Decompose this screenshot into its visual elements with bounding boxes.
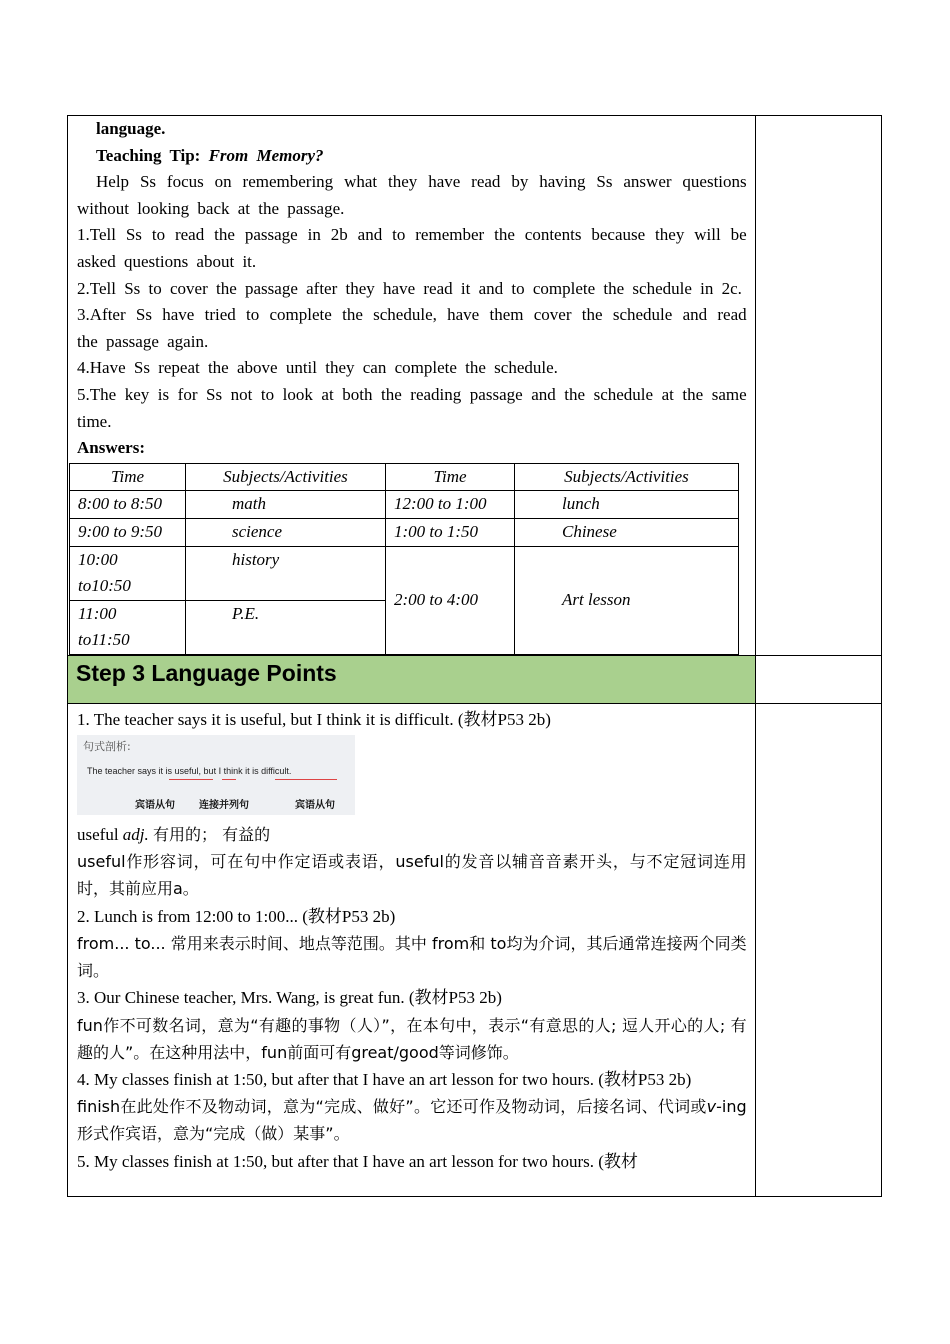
point-3-note: fun作不可数名词，意为“有趣的事物（人）”，在本句中，表示“有意思的人; 逗人开心的人; 有趣的人”。在这种用法中，fun前面可有great/good等词修饰。	[77, 1015, 747, 1062]
useful-word: useful	[77, 825, 119, 845]
figure-label-object-1: 宾语从句	[135, 800, 175, 812]
time-start: 10:00	[78, 549, 118, 569]
subject-cell: history	[186, 546, 386, 600]
header-subjects-right: Subjects/Activities	[515, 463, 739, 491]
teaching-tip-label: Teaching Tip:	[96, 145, 201, 165]
point-2-note: from... to... 常用来表示时间、地点等范围。其中 from和 to均为介词，其后通常连接两个同类词。	[77, 933, 747, 981]
time-end: to10:50	[78, 576, 131, 596]
lesson-plan-table	[67, 115, 882, 1197]
point-4-sentence: 4. My classes finish at 1:50, but after that I have an art lesson for two hours. (教材P53 2b)	[77, 1069, 692, 1089]
time-cell: 9:00 to 9:50	[70, 518, 186, 546]
subject-cell: science	[186, 518, 386, 546]
answers-header-row	[70, 463, 739, 491]
figure-title: 句式剖析:	[83, 740, 131, 754]
tip-step-5: 5.The key is for Ss not to look at both the reading passage and the schedule at the same time.	[77, 384, 747, 431]
figure-sentence: The teacher says it is useful, but I think it is difficult.	[87, 766, 292, 777]
top-section-cell	[68, 116, 756, 656]
table-row	[70, 546, 739, 600]
useful-pos: adj.	[122, 825, 149, 845]
time-cell: 12:00 to 1:00	[386, 491, 515, 519]
time-cell: 1:00 to 1:50	[386, 518, 515, 546]
answers-label: Answers:	[77, 438, 145, 458]
tip-intro: Help Ss focus on remembering what they have read by having Ss answer questions without looking back at the passage.	[77, 172, 747, 218]
time-cell: 8:00 to 8:50	[70, 491, 186, 519]
tip-step-3: 3.After Ss have tried to complete the schedule, have them cover the schedule and read the passage again.	[77, 305, 747, 351]
point-4-note-v: v	[706, 1097, 717, 1117]
tip-step-1: 1.Tell Ss to read the passage in 2b and to remember the contents because they will be asked questions about it.	[77, 225, 747, 271]
point-4-note-b: -ing形式作宾语，意为“完成（做）某事”。	[77, 1097, 747, 1144]
point-5-sentence: 5. My classes finish at 1:50, but after that I have an art lesson for two hours. (教材	[77, 1151, 638, 1171]
subject-cell: lunch	[515, 491, 739, 519]
side-column-cell	[755, 703, 881, 1196]
point-2-sentence: 2. Lunch is from 12:00 to 1:00... (教材P53 2b)	[77, 906, 396, 926]
subject-cell: Chinese	[515, 518, 739, 546]
tip-step-4: 4.Have Ss repeat the above until they can complete the schedule.	[77, 358, 558, 378]
underline-clause-1	[169, 779, 213, 780]
point-4-note	[77, 1093, 747, 1147]
useful-definition	[77, 821, 747, 848]
side-column-cell	[755, 116, 881, 656]
side-column-cell	[755, 655, 881, 703]
figure-label-object-2: 宾语从句	[295, 800, 335, 812]
useful-note: useful作形容词，可在句中作定语或表语，useful的发音以辅音音素开头，与不定冠词连用时，其前应用a。	[77, 852, 747, 899]
header-time-left: Time	[70, 463, 186, 491]
point-3-sentence: 3. Our Chinese teacher, Mrs. Wang, is great fun. (教材P53 2b)	[77, 988, 502, 1008]
point-1-sentence: 1. The teacher says it is useful, but I think it is difficult. (教材P53 2b)	[77, 709, 551, 729]
language-line: language.	[96, 119, 166, 138]
step3-header-cell	[68, 655, 756, 703]
answers-schedule-table	[69, 463, 739, 655]
sentence-analysis-figure	[77, 735, 355, 815]
header-time-right: Time	[386, 463, 515, 491]
time-end: to11:50	[78, 630, 130, 650]
time-cell: 2:00 to 4:00	[386, 546, 515, 654]
time-start: 11:00	[78, 603, 117, 623]
time-cell	[70, 546, 186, 600]
figure-label-conj: 连接并列句	[199, 800, 249, 812]
teaching-tip-title: From Memory?	[208, 145, 324, 165]
point-4-note-a: finish在此处作不及物动词，意为“完成、做好”。它还可作及物动词，后接名词、代词或	[77, 1097, 707, 1117]
subject-cell: math	[186, 491, 386, 519]
time-cell	[70, 600, 186, 654]
subject-cell: Art lesson	[515, 546, 739, 654]
useful-meaning: 有用的； 有益的	[153, 825, 271, 845]
teaching-tip	[77, 143, 747, 170]
header-subjects-left: Subjects/Activities	[186, 463, 386, 491]
table-row	[70, 491, 739, 519]
underline-conj	[222, 779, 236, 780]
step3-title: Step 3 Language Points	[76, 659, 337, 686]
language-points-cell	[68, 703, 756, 1196]
table-row	[70, 518, 739, 546]
underline-clause-2	[275, 779, 337, 780]
subject-cell: P.E.	[186, 600, 386, 654]
tip-step-2: 2.Tell Ss to cover the passage after they have read it and to complete the schedule in 2c.	[77, 278, 742, 298]
